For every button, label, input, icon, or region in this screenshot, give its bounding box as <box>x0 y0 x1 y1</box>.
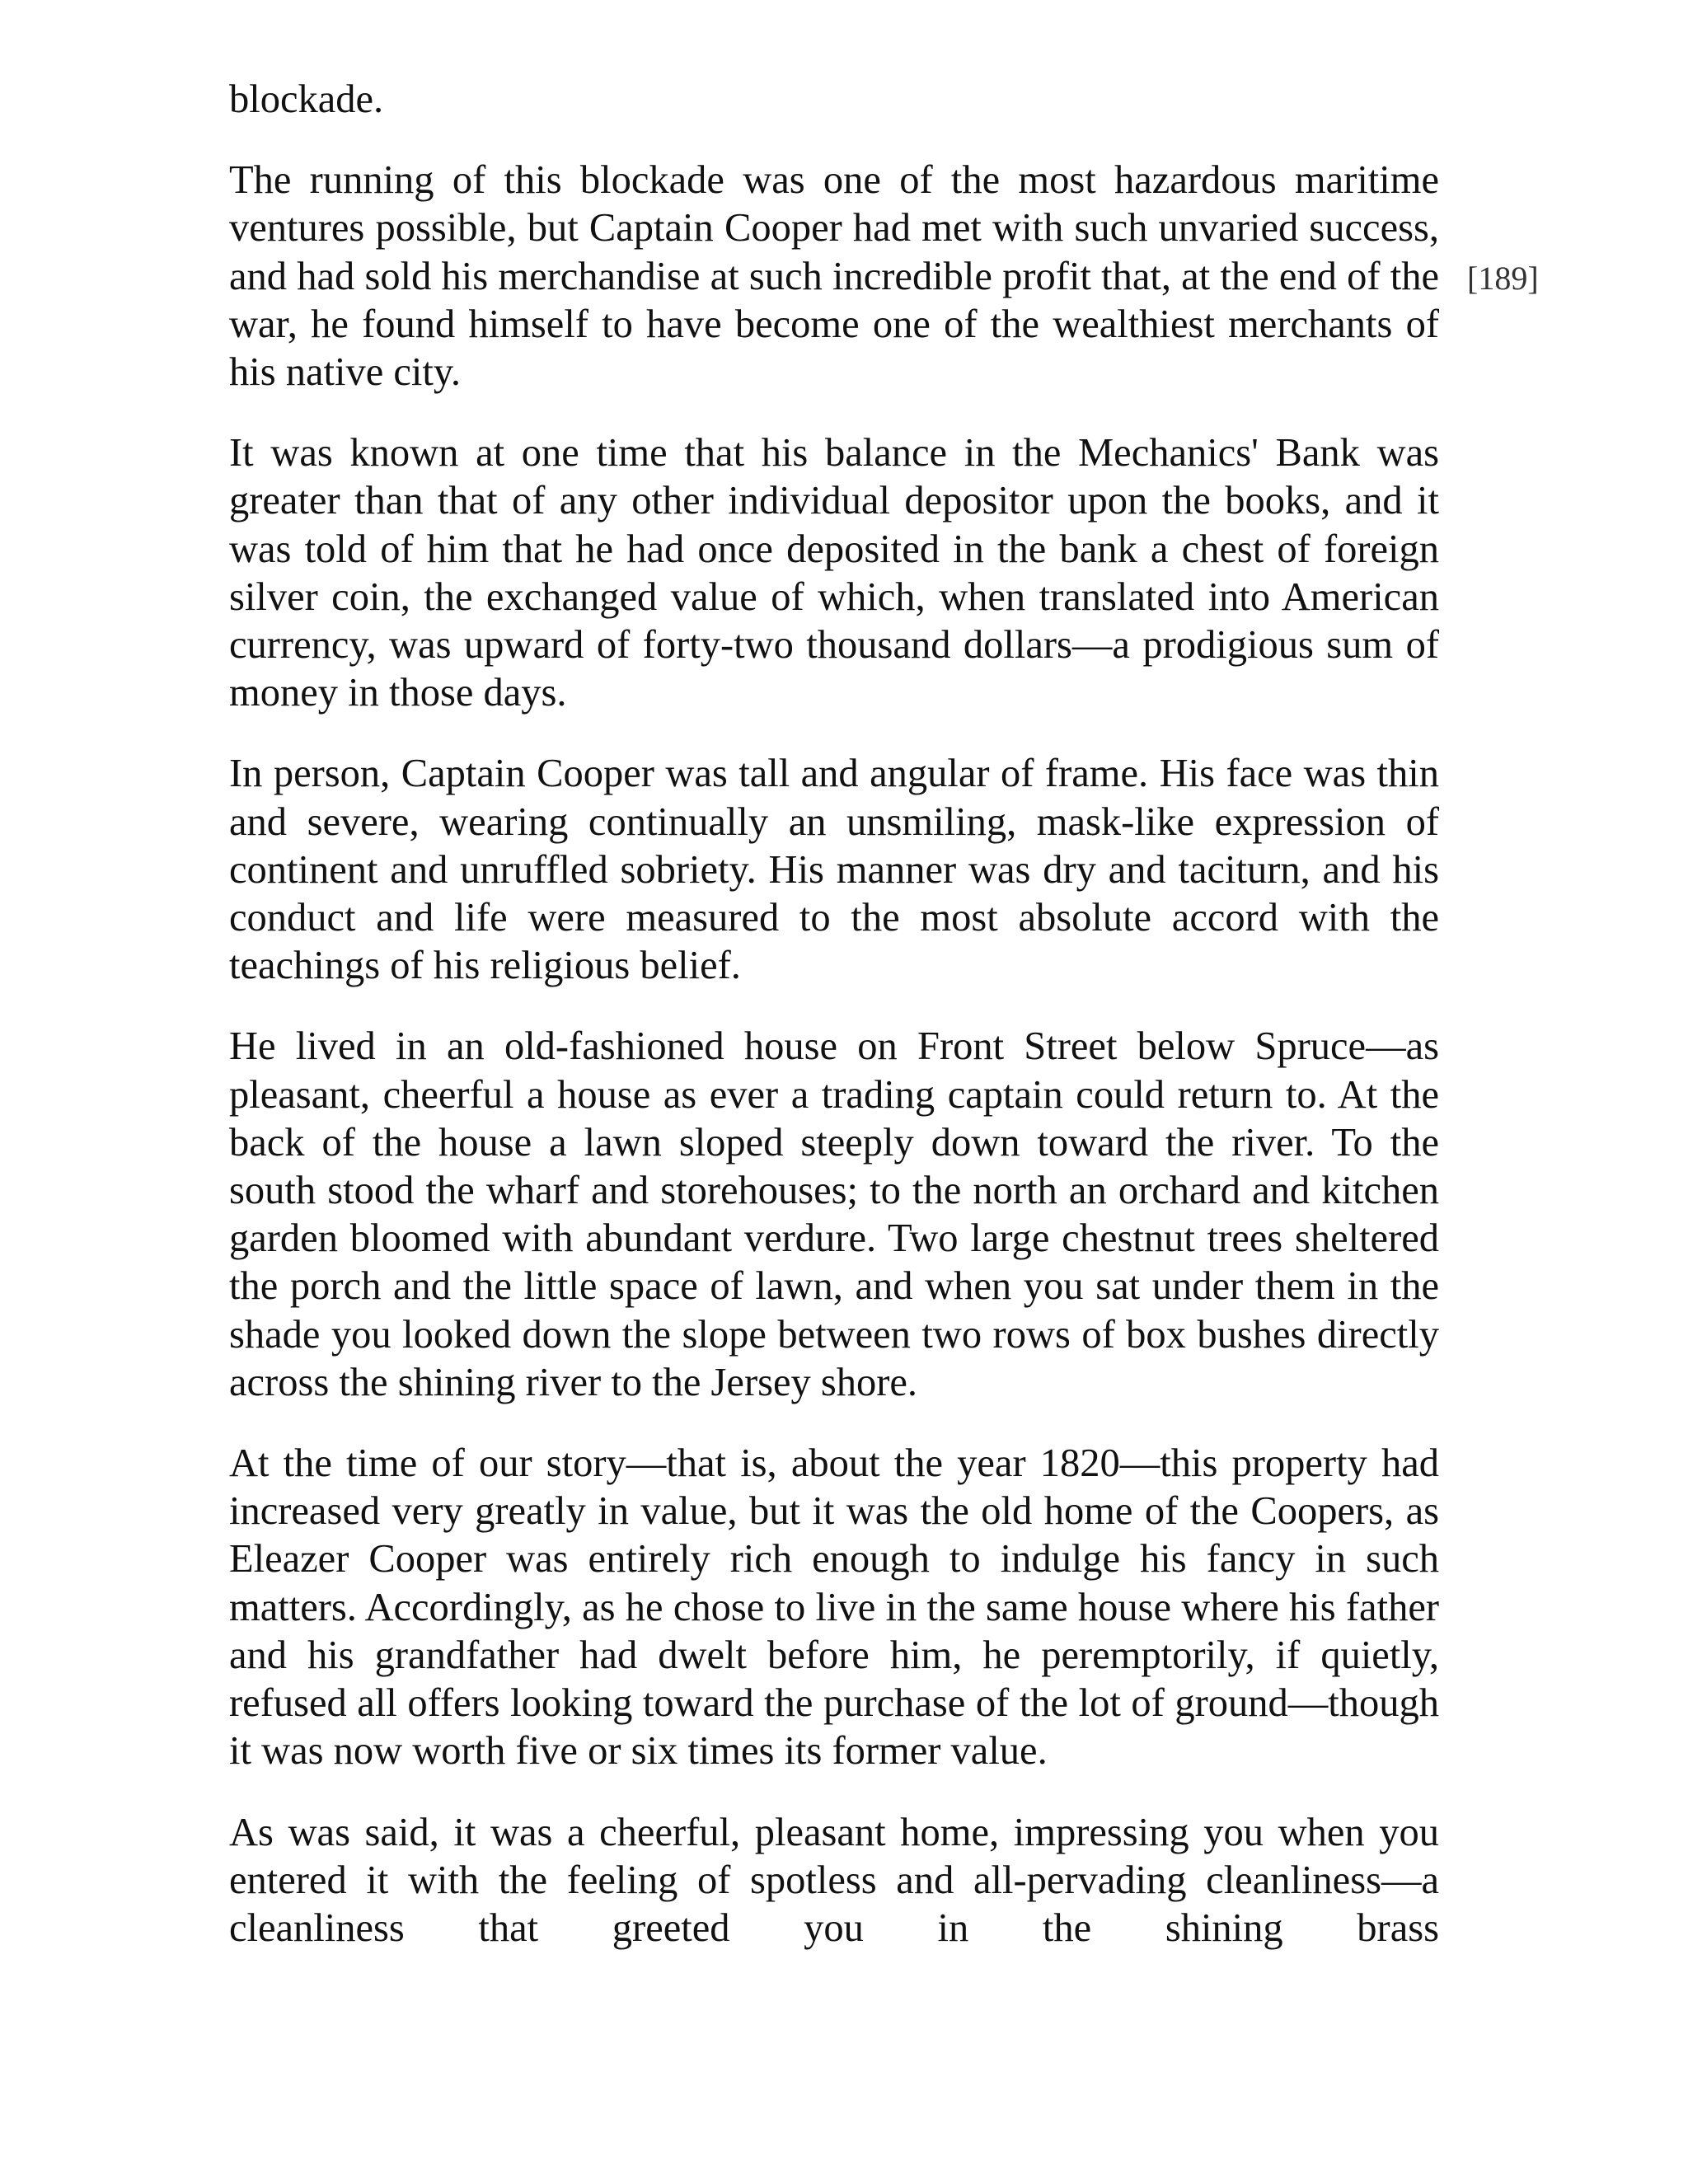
page-number: [189] <box>1467 260 1539 297</box>
page-body <box>229 76 1439 1952</box>
paragraph-bank: It was known at one time that his balance in the Mechanics' Bank was greater than that of any other individual depositor upon the books, and it was told of him that he had once deposited in the bank a chest of foreign silver coin, the exchanged value of which, when translated into American currency, was upward of forty-two thousand dollars—a prodigious sum of money in those days. <box>229 431 1439 715</box>
paragraph-continuation: blockade. <box>229 77 384 121</box>
paragraph-home: As was said, it was a cheerful, pleasant home, impressing you when you entered it with the feeling of spotless and all-pervading cleanliness—a cleanliness that greeted you in the shining brass <box>229 1810 1439 1950</box>
paragraph-person: In person, Captain Cooper was tall and angular of frame. His face was thin and severe, wearing continually an unsmiling, mask-like expression of continent and unruffled sobriety. His manner was dry and taciturn, and his conduct and life were measured to the most absolute accord with the teachings of his religious belief. <box>229 752 1439 988</box>
paragraph-blockade: The running of this blockade was one of the most hazardous maritime ventures possible, but Captain Cooper had met with such unvaried success, and had sold his merchandise at such incredible profit that, at the end of the war, he found himself to have become one of the wealthiest merchants of his native city. <box>229 158 1439 395</box>
paragraph-house: He lived in an old-fashioned house on Front Street below Spruce—as pleasant, cheerful a house as ever a trading captain could return to. At the back of the house a lawn sloped steeply down toward the river. To the south stood the wharf and storehouses; to the north an orchard and kitchen garden bloomed with abundant verdure. Two large chestnut trees sheltered the porch and the little space of lawn, and when you sat under them in the shade you looked down the slope between two rows of box bushes directly across the shining river to the Jersey shore. <box>229 1024 1439 1404</box>
paragraph-property: At the time of our story—that is, about the year 1820—this property had increased very greatly in value, but it was the old home of the Coopers, as Eleazer Cooper was entirely rich enough to indulge his fancy in such matters. Accordingly, as he chose to live in the same house where his father and his grandfather had dwelt before him, he peremptorily, if quietly, refused all offers looking toward the purchase of the lot of ground—though it was now worth five or six times its former value. <box>229 1441 1439 1774</box>
